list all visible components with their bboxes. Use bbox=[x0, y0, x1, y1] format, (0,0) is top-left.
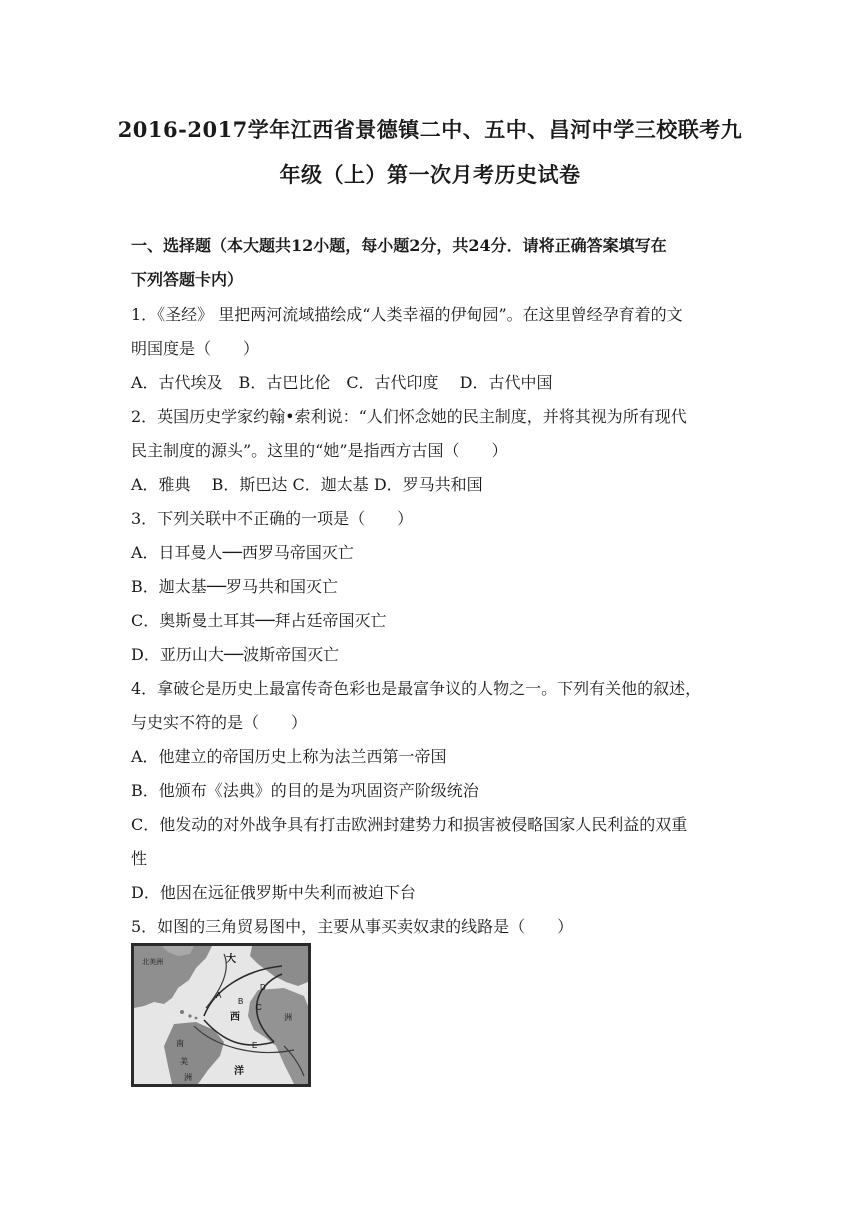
island bbox=[188, 1014, 191, 1017]
question-4-stem-line-1: 4．拿破仑是历史上最富传奇色彩也是最富争议的人物之一。下列有关他的叙述， bbox=[131, 679, 702, 698]
route-label-e: E bbox=[252, 1041, 258, 1050]
label-south-3: 洲 bbox=[184, 1073, 192, 1082]
label-south-1: 南 bbox=[176, 1039, 184, 1048]
question-1-stem-line-1: 1．《圣经》 里把两河流域描绘成“人类幸福的伊甸园”。在这里曾经孕育着的文 bbox=[131, 305, 683, 324]
label-ocean-1: 大 bbox=[226, 954, 236, 965]
question-2-options: A．雅典 B．斯巴达 C．迦太基 D．罗马共和国 bbox=[131, 475, 483, 494]
label-south-2: 美 bbox=[180, 1057, 188, 1066]
island bbox=[180, 1010, 184, 1014]
question-5-stem: 5．如图的三角贸易图中，主要从事买卖奴隶的线路是（ ） bbox=[131, 917, 574, 936]
question-3-option-b: B．迦太基──罗马共和国灭亡 bbox=[131, 577, 339, 596]
route-label-d: D bbox=[260, 983, 266, 992]
label-ocean-3: 洋 bbox=[234, 1066, 244, 1077]
island bbox=[195, 1017, 198, 1020]
question-4-option-c-continued: 性 bbox=[131, 849, 148, 868]
question-4-option-b: B．他颁布《法典》的目的是为巩固资产阶级统治 bbox=[131, 781, 479, 800]
triangle-trade-map bbox=[131, 943, 311, 1087]
label-africa: 洲 bbox=[284, 1013, 292, 1022]
section-heading-line-1: 一、选择题（本大题共12小题，每小题2分，共24分．请将正确答案填写在 bbox=[131, 236, 667, 255]
question-3-option-a: A．日耳曼人──西罗马帝国灭亡 bbox=[131, 543, 354, 562]
section-heading-line-2: 下列答题卡内） bbox=[131, 270, 244, 289]
question-3-stem: 3．下列关联中不正确的一项是（ ） bbox=[131, 509, 414, 528]
question-2-stem-line-2: 民主制度的源头”。这里的“她”是指西方古国（ ） bbox=[131, 441, 508, 460]
question-2-stem-line-1: 2．英国历史学家约翰•索利说：“人们怀念她的民主制度，并将其视为所有现代 bbox=[131, 407, 687, 426]
page-title-line-1: 2016-2017学年江西省景德镇二中、五中、昌河中学三校联考九 bbox=[117, 117, 743, 142]
question-1-stem-line-2: 明国度是（ ） bbox=[131, 339, 260, 358]
label-ocean-2: 西 bbox=[230, 1012, 240, 1023]
question-4-option-c: C．他发动的对外战争具有打击欧洲封建势力和损害被侵略国家人民利益的双重 bbox=[131, 815, 688, 834]
question-4-stem-line-2: 与史实不符的是（ ） bbox=[131, 713, 308, 732]
question-3-option-d: D．亚历山大──波斯帝国灭亡 bbox=[131, 645, 340, 664]
question-3-option-c: C．奥斯曼土耳其──拜占廷帝国灭亡 bbox=[131, 611, 387, 630]
question-4-option-d: D．他因在远征俄罗斯中失利而被迫下台 bbox=[131, 883, 416, 902]
route-label-c: C bbox=[256, 1003, 262, 1012]
route-label-a: A bbox=[216, 991, 222, 1000]
label-north-america: 北美洲 bbox=[142, 959, 163, 966]
route-label-b: B bbox=[238, 997, 244, 1006]
question-1-options: A．古代埃及 B．古巴比伦 C．古代印度 D．古代中国 bbox=[131, 373, 553, 392]
page-title-line-2: 年级（上）第一次月考历史试卷 bbox=[279, 162, 581, 187]
triangle-trade-map-graphic bbox=[134, 946, 308, 1084]
question-4-option-a: A．他建立的帝国历史上称为法兰西第一帝国 bbox=[131, 747, 447, 766]
